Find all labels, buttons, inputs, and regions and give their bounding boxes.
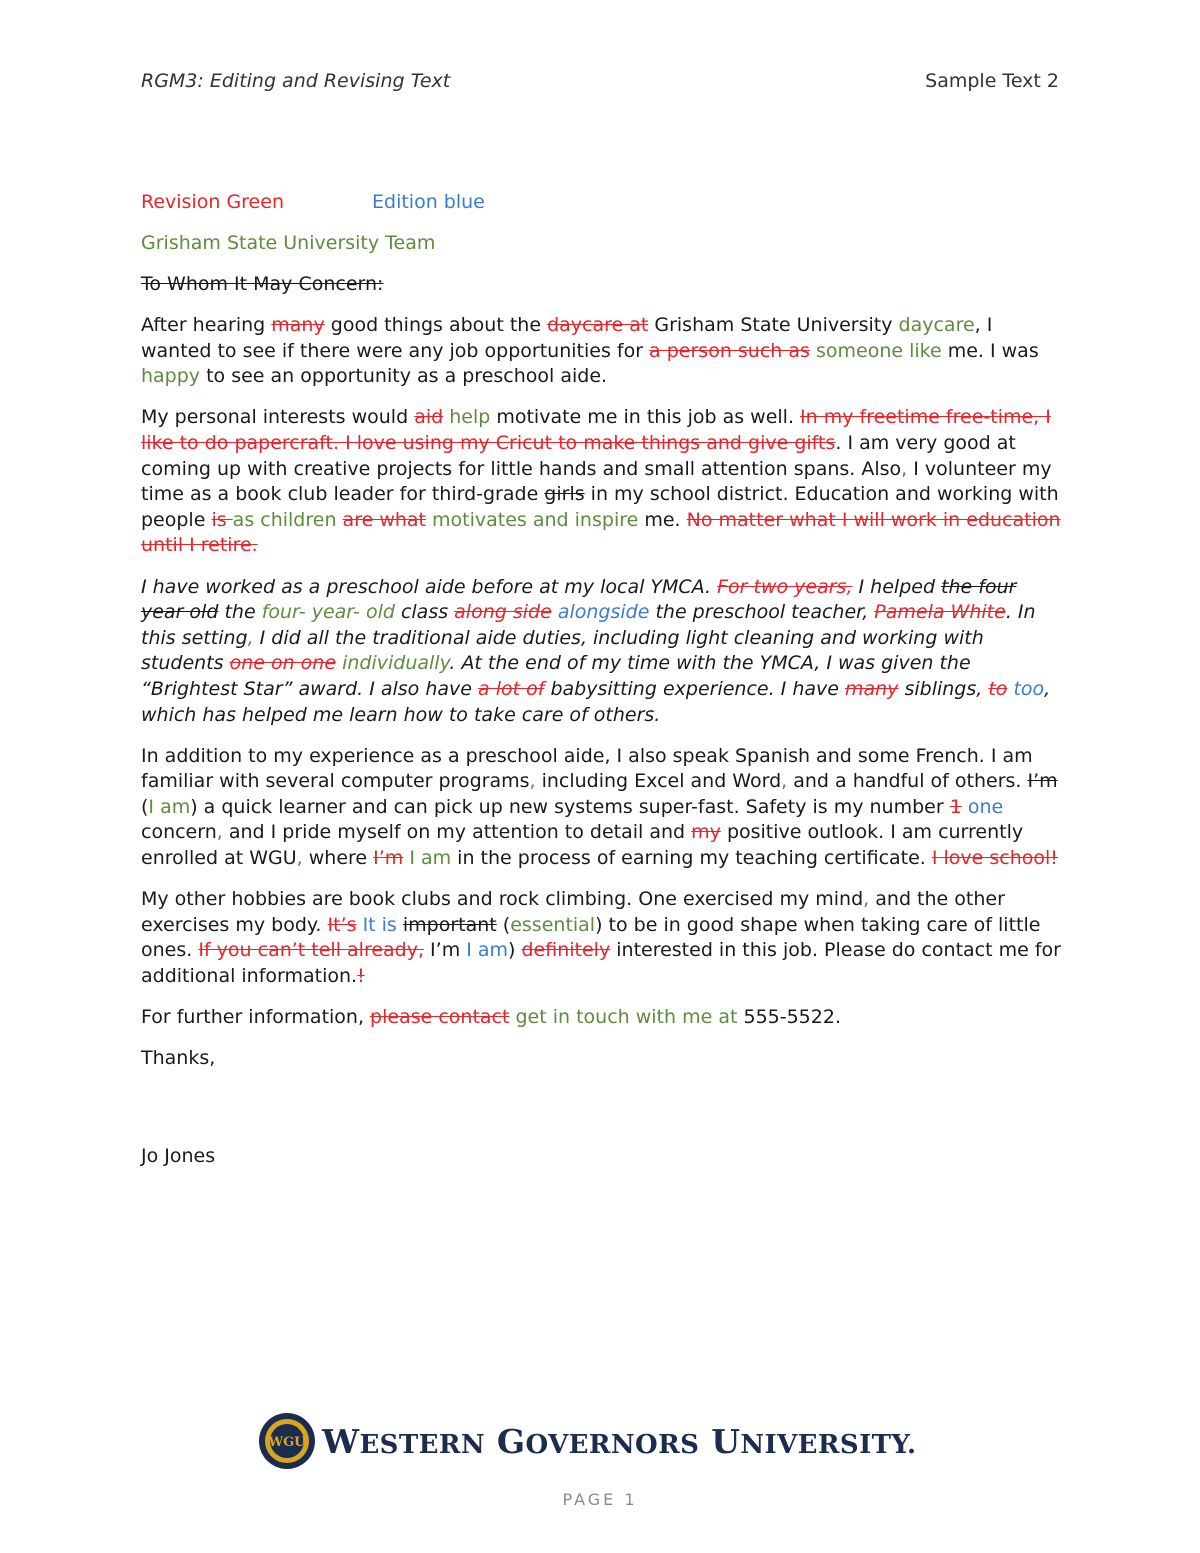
revised-text: daycare bbox=[898, 314, 975, 337]
signature: Jo Jones bbox=[141, 1145, 216, 1168]
text-run: babysitting experience. I have bbox=[544, 677, 845, 700]
edited-text: , bbox=[247, 626, 254, 649]
deleted-text: one on one bbox=[229, 652, 337, 675]
edited-text: , bbox=[296, 846, 303, 869]
university-wordmark: WESTERN GOVERNORS UNIVERSITY. bbox=[322, 1422, 917, 1461]
team-line: Grisham State University Team bbox=[141, 232, 436, 254]
revised-text: as children bbox=[232, 508, 337, 531]
struck-text: the four year old bbox=[141, 575, 1017, 624]
deleted-text: a person such as bbox=[649, 339, 810, 362]
deleted-text: In my freetime free-time, I like to do papercraft. I love using my Cricut to make things and give gifts bbox=[141, 406, 1051, 455]
text-run: and the other exercises my body. bbox=[141, 888, 1005, 936]
text-run: and I pride myself on my attention to detail and bbox=[222, 821, 692, 844]
edited-text: , bbox=[529, 770, 536, 793]
struck-text: I’m bbox=[1027, 770, 1058, 793]
deleted-text: For two years, bbox=[717, 575, 853, 598]
deleted-text: many bbox=[844, 677, 899, 700]
text-run: including Excel and Word bbox=[535, 770, 782, 793]
deleted-text: No matter what I will work in education until I retire. bbox=[141, 508, 1061, 557]
text-run: I helped bbox=[852, 575, 942, 598]
paragraph-interests bbox=[141, 405, 1061, 559]
color-legend bbox=[141, 190, 1061, 216]
text-run: I volunteer my time as a book club leader for third-grade bbox=[141, 457, 1052, 506]
deleted-text: please contact bbox=[370, 1005, 510, 1028]
text-run: I’m bbox=[424, 939, 467, 962]
edited-text: alongside bbox=[557, 601, 650, 624]
revised-text: I am bbox=[148, 795, 191, 818]
text-run: I did all the traditional aide duties, including light cleaning and working with students bbox=[141, 626, 984, 675]
deleted-text: It’s bbox=[327, 913, 357, 936]
salutation: To Whom It May Concern: bbox=[141, 273, 384, 296]
text-run: positive outlook. I am currently enrolled at WGU bbox=[141, 821, 1024, 869]
paragraph-contact bbox=[141, 1005, 1061, 1031]
paragraph-intro bbox=[141, 313, 1061, 390]
text-run: 555-5522. bbox=[737, 1005, 841, 1028]
deleted-text: to bbox=[988, 677, 1008, 700]
paragraph-experience bbox=[141, 575, 1061, 729]
struck-text: important bbox=[402, 913, 497, 936]
text-run: ) a quick learner and can pick up new systems super-fast. Safety is my number bbox=[190, 795, 950, 818]
text-run: For further information, bbox=[141, 1005, 371, 1028]
deleted-text: my bbox=[691, 821, 721, 844]
text-run: After hearing bbox=[141, 314, 272, 337]
revised-text: essential bbox=[510, 913, 596, 936]
deleted-text: If you can’t tell already, bbox=[198, 939, 425, 962]
legend-edition: Edition blue bbox=[372, 191, 485, 213]
wgu-logo bbox=[258, 1412, 917, 1474]
revised-text: four- year- old bbox=[261, 601, 395, 624]
text-run: My other hobbies are book clubs and rock climbing. One exercised my mind bbox=[141, 888, 864, 911]
deleted-text: daycare at bbox=[547, 314, 649, 337]
revised-text: help bbox=[449, 406, 491, 429]
deleted-text: along side bbox=[454, 601, 552, 624]
text-run: . In this setting bbox=[141, 601, 1036, 649]
deleted-text: I’m bbox=[373, 846, 404, 869]
deleted-text: ! bbox=[357, 964, 365, 987]
text-run: ) bbox=[508, 939, 522, 962]
text-run: I have worked as a preschool aide before at my local YMCA. bbox=[141, 575, 718, 598]
text-run: ) to be in good shape when taking care of little ones. bbox=[141, 913, 1041, 962]
deleted-text: Pamela White bbox=[874, 601, 1006, 624]
edited-text: , bbox=[781, 770, 788, 793]
revised-text: I am bbox=[409, 846, 452, 869]
text-run: the bbox=[218, 601, 262, 624]
text-run: , I wanted to see if there were any job opportunities for bbox=[141, 314, 993, 362]
seal-initials: WGU bbox=[268, 1435, 306, 1450]
header-title: RGM3: Editing and Revising Text bbox=[141, 70, 451, 92]
struck-text: girls bbox=[544, 483, 585, 506]
text-run: in the process of earning my teaching certificate. bbox=[451, 846, 932, 869]
deleted-text: is bbox=[211, 508, 233, 531]
legend-revision: Revision Green bbox=[141, 191, 284, 213]
paragraph-hobbies bbox=[141, 887, 1061, 989]
deleted-text: I love school! bbox=[931, 846, 1058, 869]
letter-body bbox=[141, 190, 1061, 1185]
deleted-text: definitely bbox=[521, 939, 611, 962]
text-run: , which has helped me learn how to take care of others. bbox=[141, 677, 1051, 726]
deleted-text: are what bbox=[342, 508, 426, 531]
text-run: Grisham State University bbox=[648, 314, 899, 337]
text-run: good things about the bbox=[324, 314, 548, 337]
revised-text: motivates and inspire bbox=[432, 508, 639, 531]
revised-text: , bbox=[216, 821, 223, 844]
text-run: motivate me in this job as well. bbox=[490, 406, 801, 429]
revised-text: individually bbox=[342, 652, 450, 675]
text-run: . At the end of my time with the YMCA, I was given the “Brightest Star” award. I also have bbox=[141, 652, 971, 700]
edited-text: It is bbox=[362, 913, 397, 936]
page-header bbox=[141, 70, 1059, 98]
text-run: to see an opportunity as a preschool aide. bbox=[200, 365, 608, 388]
text-run: In addition to my experience as a preschool aide, I also speak Spanish and some French. I am familiar with several computer programs bbox=[141, 744, 1033, 793]
text-run: class bbox=[394, 601, 455, 624]
edited-text: one bbox=[967, 795, 1004, 818]
paragraph-skills bbox=[141, 744, 1061, 872]
text-run: concern bbox=[141, 821, 217, 844]
revised-text: someone like bbox=[815, 339, 942, 362]
text-run: in my school district. Education and working with people bbox=[141, 483, 1059, 531]
edited-text: I am bbox=[466, 939, 509, 962]
university-seal-icon bbox=[258, 1412, 316, 1470]
page-number: PAGE 1 bbox=[562, 1490, 638, 1509]
revised-text: happy bbox=[141, 365, 201, 388]
text-run: ( bbox=[496, 913, 511, 936]
closing: Thanks, bbox=[141, 1047, 216, 1070]
text-run: me. I was bbox=[941, 339, 1039, 362]
deleted-text: many bbox=[271, 314, 325, 337]
text-run: siblings, bbox=[898, 677, 989, 700]
text-run: and a handful of others. bbox=[787, 770, 1028, 793]
text-run: the preschool teacher, bbox=[649, 601, 875, 624]
text-run: interested in this job. Please do contact me for additional information. bbox=[141, 939, 1061, 987]
revised-text: get in touch with me at bbox=[515, 1005, 738, 1028]
deleted-text: 1 bbox=[949, 795, 962, 818]
header-sample-label: Sample Text 2 bbox=[925, 70, 1059, 92]
text-run: ( bbox=[141, 795, 149, 818]
text-run: me. bbox=[638, 508, 687, 531]
deleted-text: a lot of bbox=[478, 677, 545, 700]
text-run: . I am very good at coming up with creative projects for little hands and small attention spans. Also bbox=[141, 432, 1016, 480]
edited-text: , bbox=[863, 888, 870, 911]
text-run: My personal interests would bbox=[141, 406, 415, 429]
text-run: where bbox=[302, 846, 374, 869]
edited-text: too bbox=[1013, 677, 1045, 700]
deleted-text: aid bbox=[414, 406, 444, 429]
edited-text: , bbox=[901, 457, 908, 480]
